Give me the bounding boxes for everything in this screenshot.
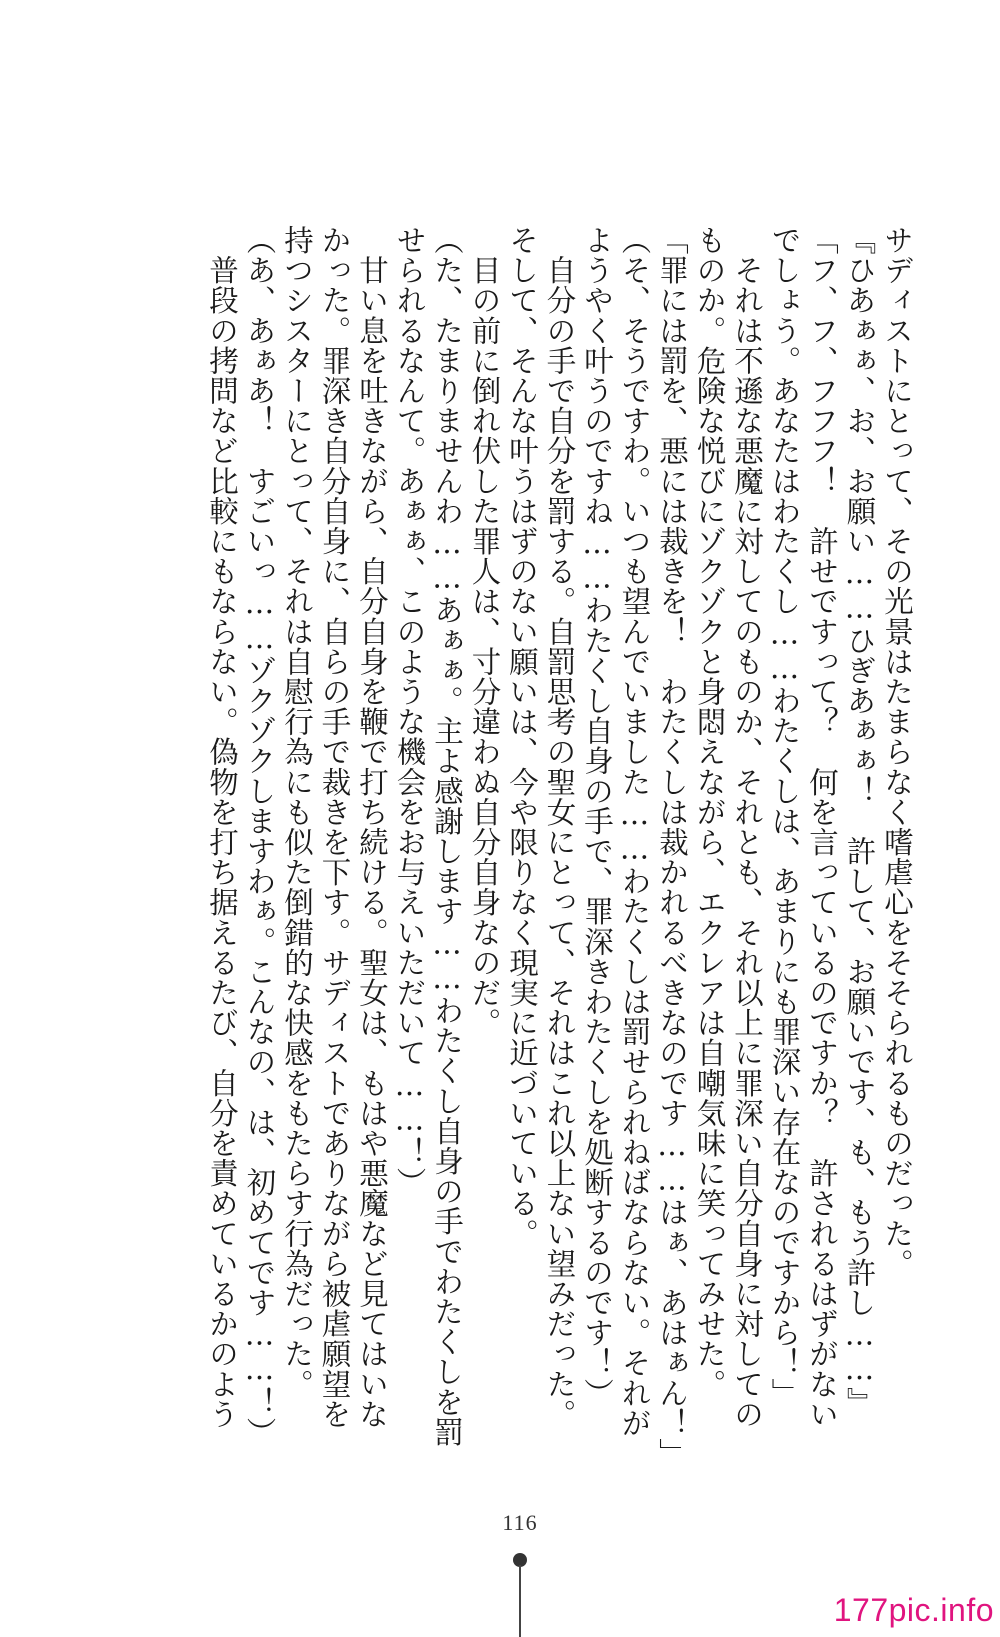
body-text [115,225,915,1469]
text-line: ようやく叶うのですね……わたくし自身の手で、罪深きわたくしを処断するのです！） [580,225,614,1408]
text-line: 『ひあぁぁ、お、お願い……ひぎあぁぁ！ 許して、お願いです、も、もう許し……』 [842,225,877,1417]
text-line: （そ、そうですわ。いつも望んでいました……わたくしは罰せられねばならない。それが [617,225,652,1438]
text-line: そして、そんな叶うはずのない願いは、今や限りなく現実に近づいている。 [505,225,539,1249]
text-line: （あ、あぁあ！ すごいっ……ゾクゾクしますわぁ。こんなの、は、初めてです……！） [242,225,277,1447]
text-line: 自分の手で自分を罰する。自罰思考の聖女にとって、それはこれ以上ない望みだった。 [542,225,577,1429]
text-line: 持つシスターにとって、それは自慰行為にも似た倒錯的な快感をもたらす行為だった。 [280,225,314,1399]
text-line: それは不遜な悪魔に対してのものか、それとも、それ以上に罪深い自分自身に対しての [730,225,764,1429]
text-line: 甘い息を吐きながら、自分自身を鞭で打ち続ける。聖女は、もはや悪魔など見てはいな [355,225,389,1429]
text-line: ものか。危険な悦びにゾクゾクと身悶えながら、エクレアは自嘲気味に笑ってみせた。 [692,225,727,1399]
text-line: 「罪には罰を、悪には裁きを！ わたくしは裁かれるべきなのです……はぁ、あはぁん！」 [655,225,689,1469]
text-line: かった。罪深き自分自身に、自らの手で裁きを下す。サディストでありながら被虐願望を [317,225,352,1429]
watermark-text: 177pic.info [833,1592,994,1628]
page-marker-line [519,1565,521,1637]
text-line: 普段の拷問など比較にもならない。偽物を打ち据えるたび、自分を責めているかのよう [205,225,239,1429]
text-line: 目の前に倒れ伏した罪人は、寸分違わぬ自分自身なのだ。 [467,225,502,1038]
text-line: 「フ、フ、フフフ！ 許せですって？ 何を言っているのですか？ 許されるはずがない [805,225,839,1429]
text-line: サディストにとって、その光景はたまらなく嗜虐心をそそられるものだった。 [880,225,914,1279]
text-line: （た、たまりませんわ……あぁぁ。主よ感謝します……わたくし自身の手でわたくしを罰 [430,225,464,1447]
page-number: 116 [502,1510,538,1535]
text-line: でしょう。あなたはわたくし……わたくしは、あまりにも罪深い存在なのですから！」 [767,225,802,1408]
text-line: せられるなんて。あぁぁ、このような機会をお与えいただいて……！） [392,225,427,1198]
